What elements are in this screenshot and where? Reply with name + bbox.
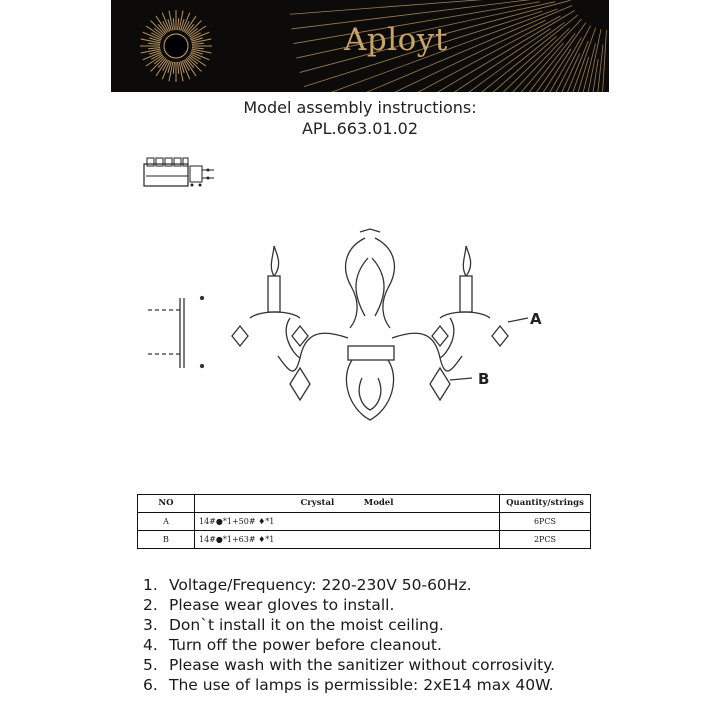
sun-ray <box>173 62 174 74</box>
item-text: Please wash with the sanitizer without corrosivity. <box>169 656 556 674</box>
sun-ray <box>475 54 580 92</box>
crystal-count: *1 <box>265 517 275 526</box>
item-text: The use of lamps is permissible: 2xE14 max 40W. <box>169 676 554 694</box>
sun-ray <box>146 55 163 66</box>
item-number: 3. <box>143 616 158 634</box>
sun-ray <box>146 26 163 37</box>
crystal-drop-icon: ♦ <box>255 535 266 544</box>
crystal-ball-icon: ● <box>215 517 223 526</box>
header-model: Model <box>363 498 394 508</box>
sun-ray <box>436 49 571 92</box>
sun-ray <box>192 43 204 44</box>
page-title: Model assembly instructions: <box>243 98 477 117</box>
sun-ray <box>173 18 174 30</box>
sun-ray <box>148 48 160 49</box>
item-text: Turn off the power before cleanout. <box>169 636 442 654</box>
crystal-code: *1+63# <box>222 535 256 544</box>
list-item <box>143 595 555 615</box>
model-code: APL.663.01.02 <box>301 119 419 138</box>
sun-ray <box>151 21 165 35</box>
header-crystal: Crystal <box>300 498 335 508</box>
row-quantity: 6PCS <box>500 513 591 531</box>
item-number: 6. <box>143 676 158 694</box>
item-text: Don`t install it on the moist ceiling. <box>169 616 444 634</box>
sun-ray <box>189 26 206 37</box>
sun-ray <box>192 48 204 49</box>
sun-ray <box>290 0 554 14</box>
sun-ray <box>156 59 167 76</box>
header-crystal-model <box>195 495 500 513</box>
wall-lamp-diagram <box>140 228 560 438</box>
row-no: B <box>138 531 195 549</box>
crystal-count: *1 <box>265 535 275 544</box>
sun-ray <box>187 57 201 71</box>
row-crystal <box>195 531 500 549</box>
list-item <box>143 615 555 635</box>
item-number: 4. <box>143 636 158 654</box>
list-item <box>143 655 555 675</box>
row-no: A <box>138 513 195 531</box>
sun-ray <box>151 57 165 71</box>
sun-ray <box>178 62 179 74</box>
sun-core-icon <box>164 34 188 58</box>
list-item <box>143 675 555 695</box>
crystal-code: 14# <box>199 517 216 526</box>
sun-ray <box>192 39 212 43</box>
row-quantity: 2PCS <box>500 531 591 549</box>
sun-ray <box>187 21 201 35</box>
sun-ray <box>179 11 183 31</box>
crystal-spec-table <box>137 494 591 549</box>
sun-ray <box>185 59 196 76</box>
item-number: 2. <box>143 596 158 614</box>
table-row <box>138 531 591 549</box>
sun-ray <box>156 16 167 33</box>
sun-ray <box>169 62 173 82</box>
sun-ray <box>141 39 161 43</box>
pointer-label-b: B <box>478 370 490 388</box>
sun-ray <box>148 43 160 44</box>
header-no: NO <box>138 495 195 513</box>
pointer-label-a: A <box>530 310 542 328</box>
header-quantity: Quantity/strings <box>500 495 591 513</box>
item-text: Please wear gloves to install. <box>169 596 395 614</box>
sun-ray <box>189 55 206 66</box>
row-crystal <box>195 513 500 531</box>
brand-banner <box>111 0 609 92</box>
list-item <box>143 635 555 655</box>
item-number: 1. <box>143 576 158 594</box>
sun-ray <box>169 11 173 31</box>
list-item <box>143 575 555 595</box>
sun-ray <box>179 62 183 82</box>
sun-ray <box>185 16 196 33</box>
terminal-block-diagram <box>140 154 220 194</box>
brand-logo-text: Aployt <box>344 22 448 58</box>
crystal-ball-icon: ● <box>215 535 223 544</box>
table-header-row <box>138 495 591 513</box>
item-number: 5. <box>143 656 158 674</box>
crystal-code: 14# <box>199 535 216 544</box>
crystal-code: *1+50# <box>222 517 256 526</box>
sun-ray <box>574 45 603 92</box>
sun-ray <box>141 49 161 53</box>
sun-ray <box>192 49 212 53</box>
table-row <box>138 513 591 531</box>
sun-ray <box>178 18 179 30</box>
item-text: Voltage/Frequency: 220-230V 50-60Hz. <box>169 576 472 594</box>
crystal-drop-icon: ♦ <box>255 517 266 526</box>
instruction-list <box>143 575 555 695</box>
